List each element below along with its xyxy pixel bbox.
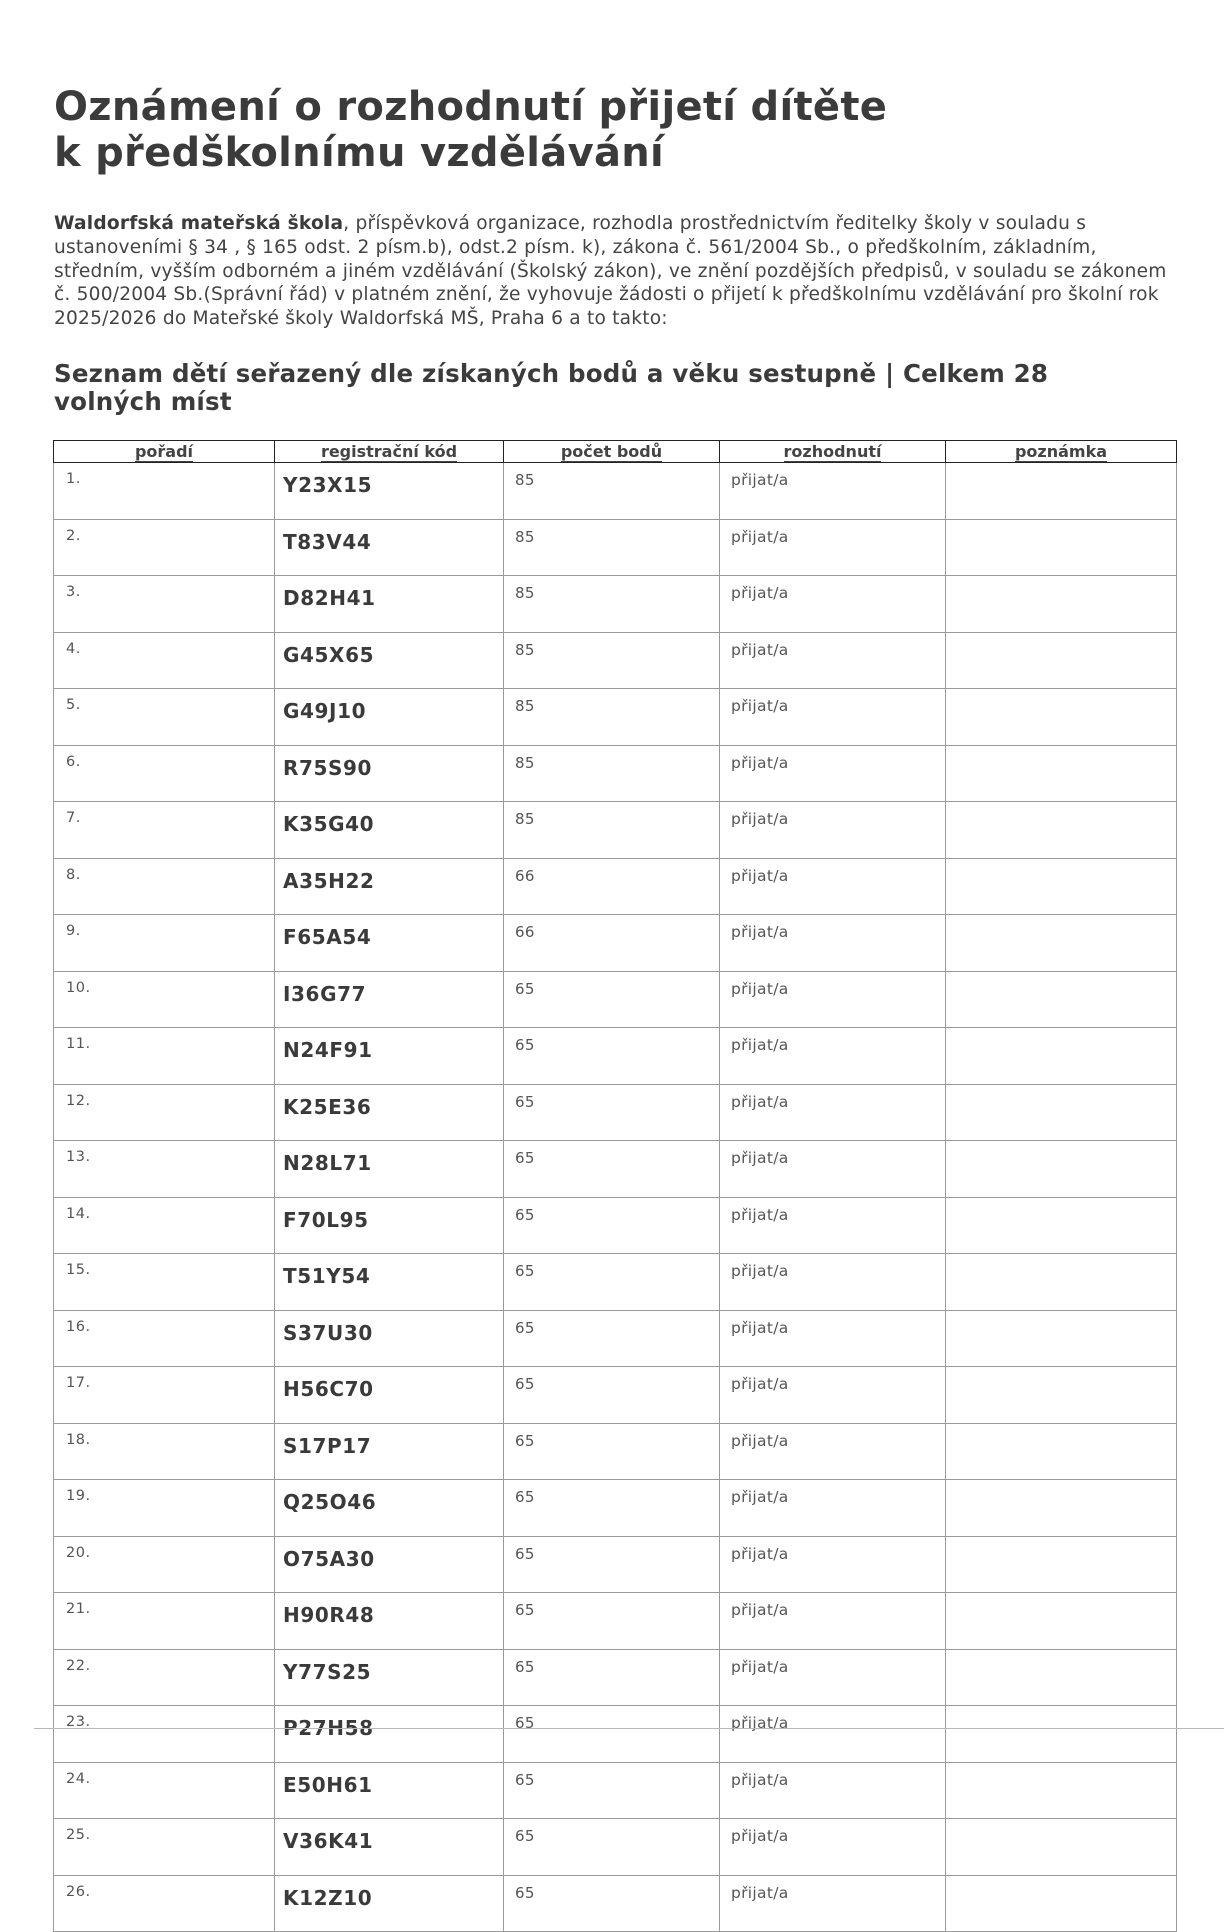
- points-value: 65: [504, 1310, 720, 1367]
- table-row: [54, 1649, 1177, 1706]
- note-value: [946, 971, 1177, 1028]
- registration-code: R75S90: [275, 745, 504, 802]
- column-header-rank: pořadí: [54, 441, 275, 463]
- decision-value: přijat/a: [720, 632, 946, 689]
- title-line-1: Oznámení o rozhodnutí přijetí dítěte: [54, 84, 888, 130]
- registration-code: I36G77: [275, 971, 504, 1028]
- decision-value: přijat/a: [720, 1367, 946, 1424]
- list-heading: Seznam dětí seřazený dle získaných bodů a věku sestupně | Celkem 28 volných míst: [54, 359, 1049, 416]
- row-rank: 6.: [54, 745, 275, 802]
- row-rank: 11.: [54, 1028, 275, 1085]
- note-value: [946, 1875, 1177, 1932]
- row-rank: 4.: [54, 632, 275, 689]
- decision-value: přijat/a: [720, 1423, 946, 1480]
- registration-code: Y23X15: [275, 463, 504, 520]
- note-value: [946, 1593, 1177, 1650]
- note-value: [946, 1649, 1177, 1706]
- row-rank: 14.: [54, 1197, 275, 1254]
- decision-value: přijat/a: [720, 1706, 946, 1763]
- row-rank: 7.: [54, 802, 275, 859]
- table-row: [54, 858, 1177, 915]
- registration-code: T51Y54: [275, 1254, 504, 1311]
- table-row: [54, 971, 1177, 1028]
- registration-code: S17P17: [275, 1423, 504, 1480]
- note-value: [946, 689, 1177, 746]
- points-value: 65: [504, 1367, 720, 1424]
- points-value: 65: [504, 1141, 720, 1198]
- registration-code: E50H61: [275, 1762, 504, 1819]
- points-value: 65: [504, 1706, 720, 1763]
- registration-code: D82H41: [275, 576, 504, 633]
- note-value: [946, 1028, 1177, 1085]
- points-value: 85: [504, 802, 720, 859]
- decision-value: přijat/a: [720, 1875, 946, 1932]
- registration-code: H56C70: [275, 1367, 504, 1424]
- table-row: [54, 632, 1177, 689]
- row-rank: 2.: [54, 519, 275, 576]
- points-value: 65: [504, 1254, 720, 1311]
- row-rank: 8.: [54, 858, 275, 915]
- registration-code: Y77S25: [275, 1649, 504, 1706]
- table-row: [54, 1423, 1177, 1480]
- row-rank: 17.: [54, 1367, 275, 1424]
- points-value: 65: [504, 971, 720, 1028]
- page-bottom-rule: [34, 1728, 1224, 1729]
- note-value: [946, 1423, 1177, 1480]
- points-value: 65: [504, 1875, 720, 1932]
- table-row: [54, 1593, 1177, 1650]
- table-row: [54, 1706, 1177, 1763]
- row-rank: 16.: [54, 1310, 275, 1367]
- decision-value: přijat/a: [720, 915, 946, 972]
- table-row: [54, 463, 1177, 520]
- decision-value: přijat/a: [720, 802, 946, 859]
- row-rank: 21.: [54, 1593, 275, 1650]
- note-value: [946, 1819, 1177, 1876]
- registration-code: N24F91: [275, 1028, 504, 1085]
- table-row: [54, 1367, 1177, 1424]
- points-value: 65: [504, 1819, 720, 1876]
- row-rank: 18.: [54, 1423, 275, 1480]
- registration-code: O75A30: [275, 1536, 504, 1593]
- row-rank: 13.: [54, 1141, 275, 1198]
- table-row: [54, 1875, 1177, 1932]
- registration-code: Q25O46: [275, 1480, 504, 1537]
- points-value: 85: [504, 519, 720, 576]
- table-row: [54, 1141, 1177, 1198]
- note-value: [946, 1254, 1177, 1311]
- table-row: [54, 1536, 1177, 1593]
- note-value: [946, 632, 1177, 689]
- decision-value: přijat/a: [720, 519, 946, 576]
- decision-value: přijat/a: [720, 971, 946, 1028]
- admission-table: [53, 440, 1177, 1932]
- note-value: [946, 1310, 1177, 1367]
- table-row: [54, 689, 1177, 746]
- table-row: [54, 745, 1177, 802]
- note-value: [946, 802, 1177, 859]
- table-row: [54, 1310, 1177, 1367]
- note-value: [946, 1536, 1177, 1593]
- page-title: [54, 84, 1054, 176]
- note-value: [946, 1480, 1177, 1537]
- column-header-decision: rozhodnutí: [720, 441, 946, 463]
- points-value: 65: [504, 1423, 720, 1480]
- registration-code: F65A54: [275, 915, 504, 972]
- registration-code: N28L71: [275, 1141, 504, 1198]
- points-value: 65: [504, 1480, 720, 1537]
- points-value: 65: [504, 1649, 720, 1706]
- row-rank: 22.: [54, 1649, 275, 1706]
- title-line-2: k předškolnímu vzdělávání: [54, 130, 665, 176]
- decision-value: přijat/a: [720, 463, 946, 520]
- row-rank: 25.: [54, 1819, 275, 1876]
- points-value: 65: [504, 1084, 720, 1141]
- note-value: [946, 1197, 1177, 1254]
- note-value: [946, 576, 1177, 633]
- decision-value: přijat/a: [720, 1762, 946, 1819]
- note-value: [946, 1084, 1177, 1141]
- row-rank: 3.: [54, 576, 275, 633]
- table-row: [54, 1028, 1177, 1085]
- table-row: [54, 519, 1177, 576]
- table-row: [54, 1254, 1177, 1311]
- row-rank: 20.: [54, 1536, 275, 1593]
- row-rank: 23.: [54, 1706, 275, 1763]
- registration-code: A35H22: [275, 858, 504, 915]
- decision-value: přijat/a: [720, 1141, 946, 1198]
- note-value: [946, 858, 1177, 915]
- registration-code: K25E36: [275, 1084, 504, 1141]
- note-value: [946, 745, 1177, 802]
- registration-code: V36K41: [275, 1819, 504, 1876]
- points-value: 66: [504, 915, 720, 972]
- note-value: [946, 519, 1177, 576]
- points-value: 65: [504, 1762, 720, 1819]
- table-row: [54, 1084, 1177, 1141]
- points-value: 85: [504, 576, 720, 633]
- points-value: 85: [504, 463, 720, 520]
- table-row: [54, 802, 1177, 859]
- table-row: [54, 915, 1177, 972]
- points-value: 85: [504, 689, 720, 746]
- note-value: [946, 1367, 1177, 1424]
- registration-code: K12Z10: [275, 1875, 504, 1932]
- points-value: 65: [504, 1536, 720, 1593]
- row-rank: 9.: [54, 915, 275, 972]
- row-rank: 10.: [54, 971, 275, 1028]
- registration-code: P27H58: [275, 1706, 504, 1763]
- points-value: 66: [504, 858, 720, 915]
- intro-paragraph: [54, 212, 1174, 331]
- row-rank: 24.: [54, 1762, 275, 1819]
- row-rank: 26.: [54, 1875, 275, 1932]
- table-row: [54, 1197, 1177, 1254]
- row-rank: 5.: [54, 689, 275, 746]
- table-body: [54, 463, 1177, 1932]
- table-header-row: [54, 441, 1177, 463]
- column-header-code: registrační kód: [275, 441, 504, 463]
- row-rank: 12.: [54, 1084, 275, 1141]
- note-value: [946, 1141, 1177, 1198]
- decision-value: přijat/a: [720, 1536, 946, 1593]
- school-name: Waldorfská mateřská škola: [54, 213, 344, 234]
- registration-code: T83V44: [275, 519, 504, 576]
- registration-code: G49J10: [275, 689, 504, 746]
- decision-value: přijat/a: [720, 1593, 946, 1650]
- decision-value: přijat/a: [720, 689, 946, 746]
- table-row: [54, 1480, 1177, 1537]
- registration-code: F70L95: [275, 1197, 504, 1254]
- decision-value: přijat/a: [720, 1819, 946, 1876]
- note-value: [946, 463, 1177, 520]
- table-row: [54, 1762, 1177, 1819]
- points-value: 85: [504, 745, 720, 802]
- column-header-points: počet bodů: [504, 441, 720, 463]
- points-value: 65: [504, 1197, 720, 1254]
- decision-value: přijat/a: [720, 1480, 946, 1537]
- decision-value: přijat/a: [720, 1310, 946, 1367]
- decision-value: přijat/a: [720, 1197, 946, 1254]
- decision-value: přijat/a: [720, 1649, 946, 1706]
- registration-code: S37U30: [275, 1310, 504, 1367]
- points-value: 65: [504, 1593, 720, 1650]
- points-value: 65: [504, 1028, 720, 1085]
- row-rank: 15.: [54, 1254, 275, 1311]
- points-value: 85: [504, 632, 720, 689]
- row-rank: 19.: [54, 1480, 275, 1537]
- table-row: [54, 576, 1177, 633]
- table-row: [54, 1819, 1177, 1876]
- note-value: [946, 1762, 1177, 1819]
- note-value: [946, 915, 1177, 972]
- decision-value: přijat/a: [720, 1028, 946, 1085]
- decision-value: přijat/a: [720, 745, 946, 802]
- decision-value: přijat/a: [720, 1084, 946, 1141]
- column-header-note: poznámka: [946, 441, 1177, 463]
- row-rank: 1.: [54, 463, 275, 520]
- decision-value: přijat/a: [720, 858, 946, 915]
- decision-value: přijat/a: [720, 1254, 946, 1311]
- registration-code: K35G40: [275, 802, 504, 859]
- registration-code: H90R48: [275, 1593, 504, 1650]
- registration-code: G45X65: [275, 632, 504, 689]
- decision-value: přijat/a: [720, 576, 946, 633]
- intro-text: , příspěvková organizace, rozhodla prostřednictvím ředitelky školy v souladu s ustanoveními § 34 , § 165 odst. 2 písm.b), odst.2 písm. k), zákona č. 561/2004 Sb., o předškolním, základním, středním, vyšším odborném a jiném vzdělávání (Školský zákon), ve znění pozdějších předpisů, v souladu se zákonem č. 500/2004 Sb.(Správní řád) v platném znění, že vyhovuje žádosti o přijetí k předškolnímu vzdělávání pro školní rok 2025/2026 do Mateřské školy Waldorfská MŠ, Praha 6 a to takto:: [54, 213, 1167, 330]
- note-value: [946, 1706, 1177, 1763]
